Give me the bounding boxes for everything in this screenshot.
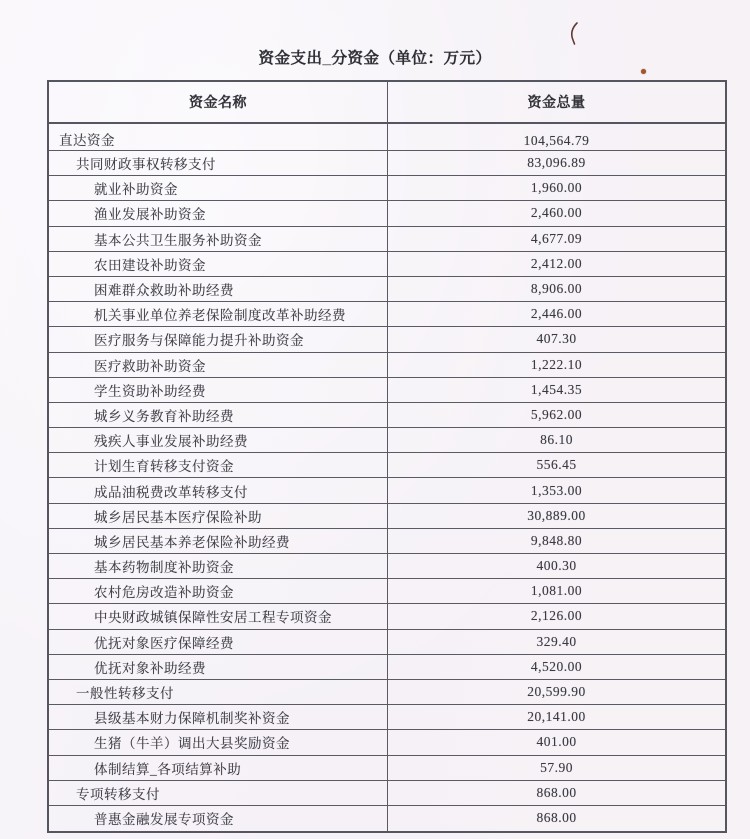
fund-amount-cell: 104,564.79	[523, 133, 590, 148]
table-row	[49, 378, 725, 403]
table-row	[49, 428, 725, 453]
fund-amount-cell: 86.10	[540, 432, 573, 448]
table-row	[49, 730, 725, 755]
table-row	[49, 630, 725, 655]
fund-amount-cell: 30,889.00	[527, 507, 586, 523]
fund-amount-cell: 83,096.89	[527, 155, 586, 171]
fund-amount-cell: 9,848.80	[530, 532, 583, 548]
document-title: 资金支出_分资金（单位：万元）	[258, 50, 492, 67]
table-row	[49, 403, 725, 428]
fund-name-cell: 一般性转移支付	[49, 680, 388, 704]
fund-name-cell: 体制结算_各项结算补助	[49, 756, 388, 780]
column-header-fund-total: 资金总量	[527, 94, 586, 110]
table-row	[49, 781, 725, 806]
column-header-fund-name: 资金名称	[49, 82, 388, 122]
fund-name-cell: 渔业发展补助资金	[49, 201, 388, 225]
fund-name-cell: 计划生育转移支付资金	[49, 453, 388, 477]
fund-name-cell: 城乡居民基本医疗保险补助	[49, 504, 388, 528]
fund-amount-cell: 1,353.00	[530, 482, 583, 498]
pen-stroke-icon	[566, 21, 582, 47]
table-row	[49, 756, 725, 781]
fund-name-cell: 医疗服务与保障能力提升补助资金	[49, 327, 388, 351]
table-row	[49, 504, 725, 529]
fund-amount-cell: 1,960.00	[530, 180, 583, 196]
table-row	[49, 252, 725, 277]
fund-amount-cell: 329.40	[536, 633, 577, 649]
fund-amount-cell: 2,126.00	[530, 608, 583, 624]
table-row	[49, 201, 725, 226]
table-row	[49, 151, 725, 176]
fund-amount-cell: 20,599.90	[527, 684, 586, 700]
fund-amount-cell: 2,446.00	[530, 306, 583, 322]
fund-amount-cell: 556.45	[536, 457, 577, 473]
fund-name-cell: 中央财政城镇保障性安居工程专项资金	[49, 604, 388, 628]
fund-name-cell: 机关事业单位养老保险制度改革补助经费	[49, 302, 388, 326]
table-row	[49, 655, 725, 680]
fund-name-cell: 基本公共卫生服务补助资金	[49, 227, 388, 251]
fund-amount-cell: 2,412.00	[530, 255, 583, 271]
fund-amount-cell: 57.90	[540, 759, 573, 775]
fund-name-cell: 优抚对象医疗保障经费	[49, 630, 388, 654]
fund-amount-cell: 4,677.09	[530, 230, 583, 246]
fund-amount-cell: 4,520.00	[530, 658, 583, 674]
table-row	[49, 806, 725, 831]
fund-amount-cell: 401.00	[536, 734, 577, 750]
table-body	[49, 124, 725, 831]
fund-amount-cell: 8,906.00	[530, 281, 583, 297]
fund-name-cell: 农田建设补助资金	[49, 252, 388, 276]
fund-amount-cell: 20,141.00	[527, 709, 586, 725]
fund-name-cell: 专项转移支付	[49, 781, 388, 805]
table-row	[49, 227, 725, 252]
fund-amount-cell: 1,081.00	[530, 583, 583, 599]
table-row	[49, 124, 725, 151]
fund-name-cell: 县级基本财力保障机制奖补资金	[49, 705, 388, 729]
table-row	[49, 604, 725, 629]
fund-amount-cell: 1,222.10	[530, 356, 583, 372]
table-row	[49, 554, 725, 579]
fund-name-cell: 城乡义务教育补助经费	[49, 403, 388, 427]
fund-name-cell: 优抚对象补助经费	[49, 655, 388, 679]
fund-name-cell: 就业补助资金	[49, 176, 388, 200]
fund-amount-cell: 400.30	[536, 558, 577, 574]
table-row	[49, 277, 725, 302]
ink-dot-artifact	[641, 69, 646, 74]
funds-table	[47, 80, 727, 833]
fund-amount-cell: 868.00	[536, 784, 577, 800]
fund-name-cell: 基本药物制度补助资金	[49, 554, 388, 578]
table-row	[49, 302, 725, 327]
fund-name-cell: 共同财政事权转移支付	[49, 151, 388, 175]
pen-mark-artifact	[566, 21, 582, 47]
fund-amount-cell: 5,962.00	[530, 406, 583, 422]
table-row	[49, 705, 725, 730]
fund-amount-cell: 1,454.35	[530, 381, 583, 397]
fund-amount-cell: 868.00	[536, 810, 577, 826]
fund-name-cell: 医疗救助补助资金	[49, 353, 388, 377]
table-row	[49, 327, 725, 352]
fund-name-cell: 学生资助补助经费	[49, 378, 388, 402]
fund-amount-cell: 2,460.00	[530, 205, 583, 221]
table-row	[49, 176, 725, 201]
fund-name-cell: 农村危房改造补助资金	[49, 579, 388, 603]
table-row	[49, 453, 725, 478]
fund-name-cell: 生猪（牛羊）调出大县奖励资金	[49, 730, 388, 754]
table-row	[49, 353, 725, 378]
fund-name-cell: 直达资金	[49, 124, 388, 150]
table-row	[49, 478, 725, 503]
fund-amount-cell: 407.30	[536, 331, 577, 347]
table-row	[49, 680, 725, 705]
fund-name-cell: 残疾人事业发展补助经费	[49, 428, 388, 452]
fund-name-cell: 普惠金融发展专项资金	[49, 806, 388, 831]
fund-name-cell: 城乡居民基本养老保险补助经费	[49, 529, 388, 553]
table-row	[49, 579, 725, 604]
fund-name-cell: 困难群众救助补助经费	[49, 277, 388, 301]
table-header-row	[49, 82, 725, 124]
fund-name-cell: 成品油税费改革转移支付	[49, 478, 388, 502]
table-row	[49, 529, 725, 554]
